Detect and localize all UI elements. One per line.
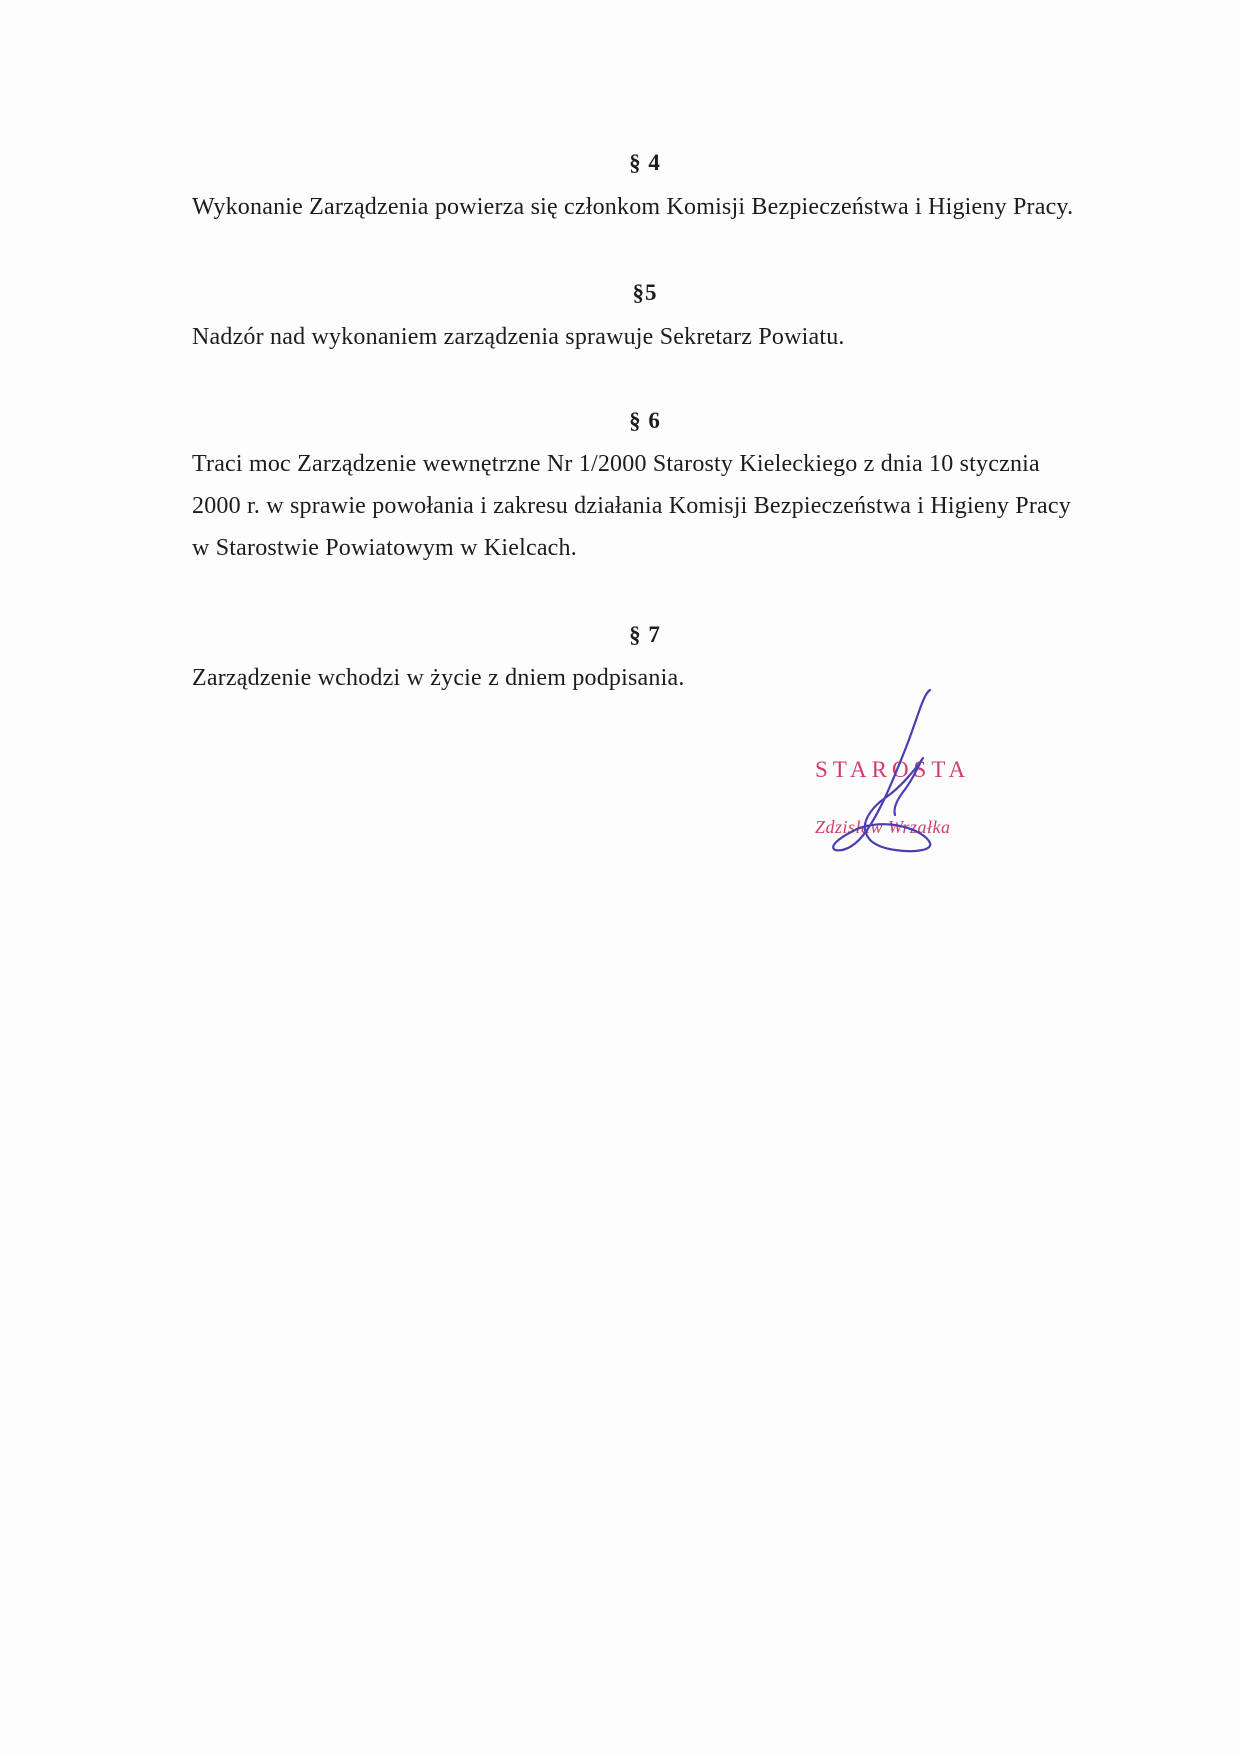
section-4-line-1: Wykonanie Zarządzenia powierza się członkom Komisji Bezpieczeństwa i Higieny Pracy.: [192, 194, 1074, 220]
section-6-line-3: w Starostwie Powiatowym w Kielcach.: [192, 535, 577, 561]
section-5-line-1: Nadzór nad wykonaniem zarządzenia sprawuje Sekretarz Powiatu.: [192, 324, 845, 350]
section-4-text: [192, 186, 1112, 228]
section-6-line-2: 2000 r. w sprawie powołania i zakresu działania Komisji Bezpieczeństwa i Higieny Pracy: [192, 493, 1071, 519]
stamp-name: Zdzisław Wrzałka: [815, 817, 951, 837]
section-6-text: [192, 443, 1112, 569]
section-7-heading: § 7: [629, 622, 661, 647]
signature-stroke: [833, 690, 930, 851]
stamp-title: STAROSTA: [815, 757, 971, 782]
section-5-heading: §5: [632, 280, 658, 305]
section-4-heading: § 4: [629, 150, 661, 175]
section-6-line-1: Traci moc Zarządzenie wewnętrzne Nr 1/2000 Starosty Kieleckiego z dnia 10 stycznia: [192, 451, 1040, 477]
section-5-text: [192, 316, 1112, 358]
handwritten-signature: [805, 680, 1005, 870]
section-6-heading: § 6: [629, 408, 661, 433]
section-7-line-1: Zarządzenie wchodzi w życie z dniem podpisania.: [192, 665, 685, 691]
